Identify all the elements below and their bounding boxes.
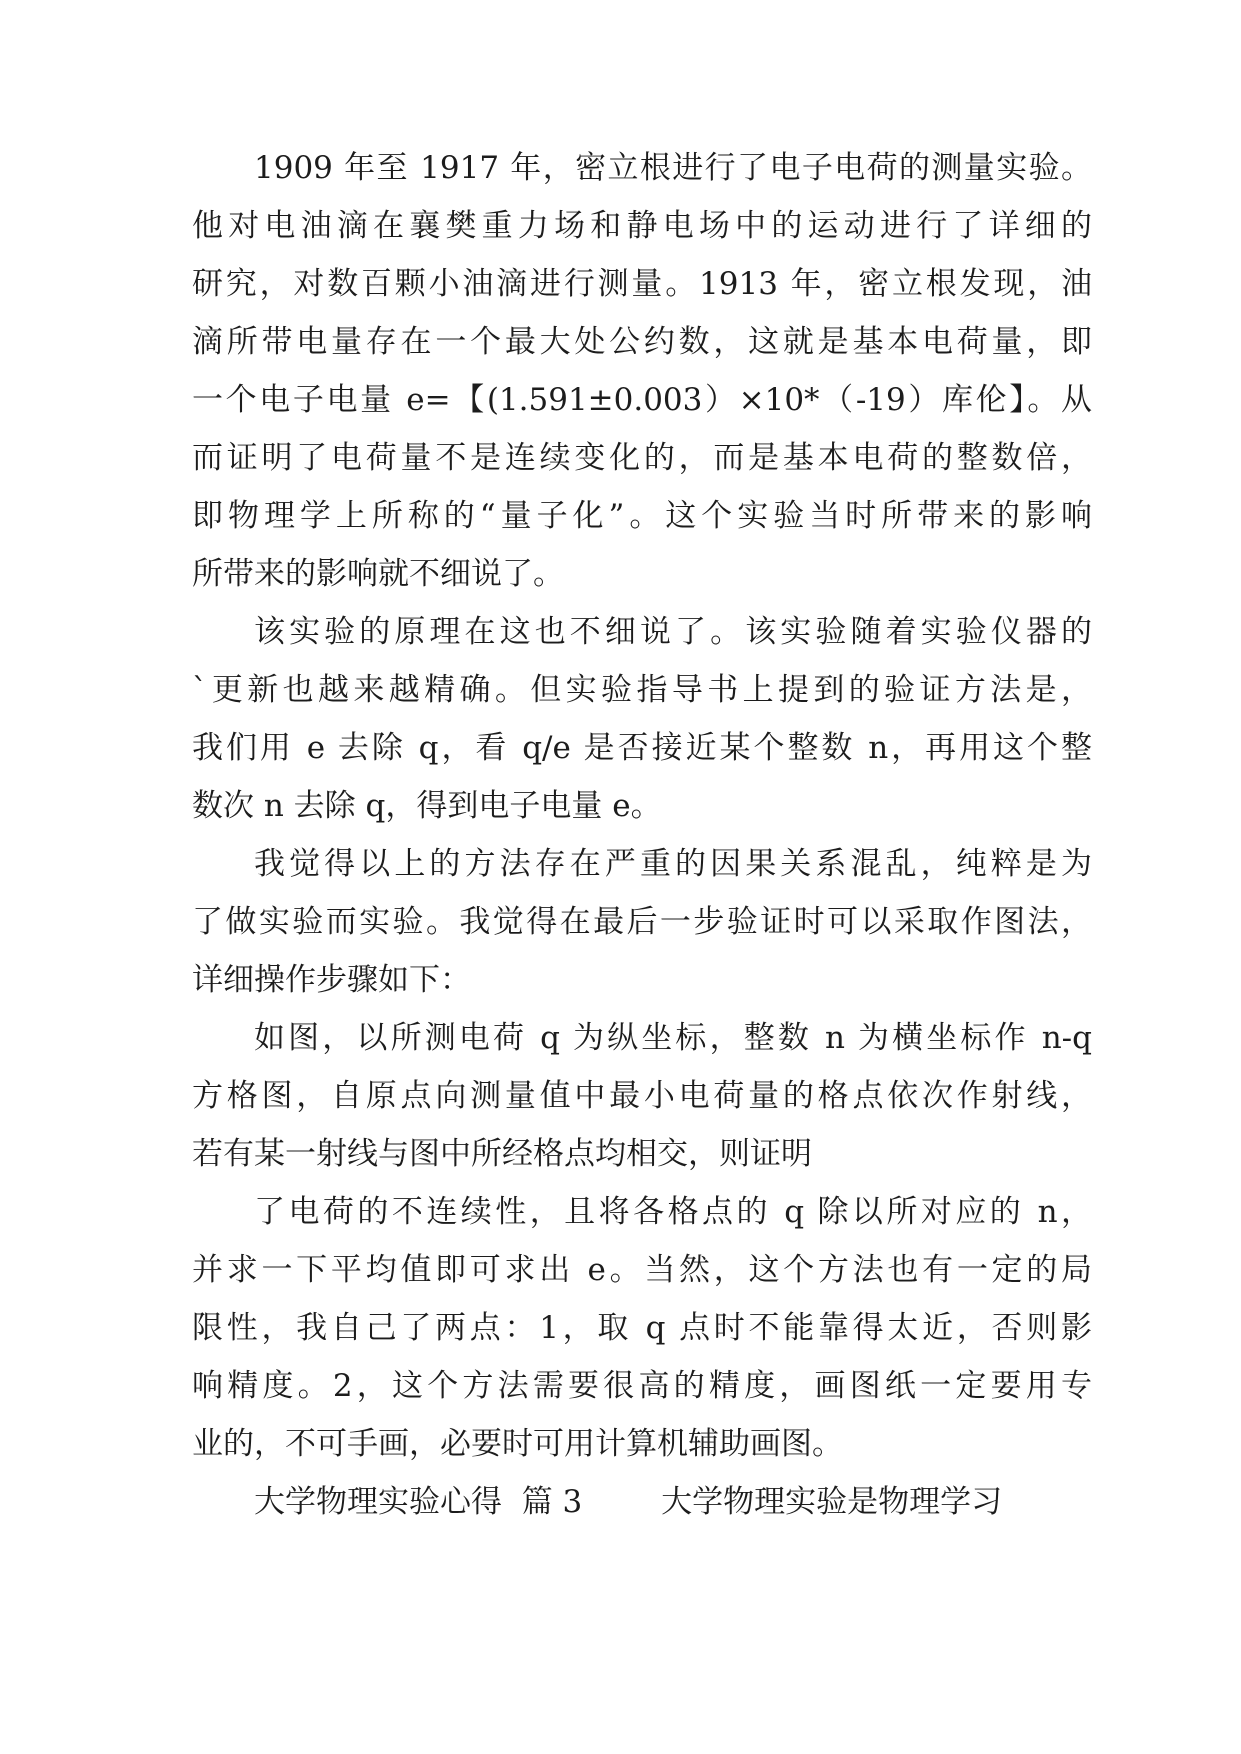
paragraph-4-line-1: 如图，以所测电荷 q 为纵坐标，整数 n 为横坐标作 n-q [254,1020,1092,1056]
paragraph-5-line-3: 限性，我自己了两点：1，取 q 点时不能靠得太近，否则影 [192,1310,1092,1346]
paragraph-5-line-4: 响精度。2，这个方法需要很高的精度，画图纸一定要用专 [192,1368,1092,1404]
paragraph-1-line-4: 滴所带电量存在一个最大处公约数，这就是基本电荷量，即 [192,324,1092,360]
paragraph-2-line-4: 数次 n 去除 q，得到电子电量 e。 [192,788,662,824]
paragraph-2-line-2: `更新也越来越精确。但实验指导书上提到的验证方法是， [192,672,1092,708]
paragraph-3-line-2: 了做实验而实验。我觉得在最后一步验证时可以采取作图法， [192,904,1092,940]
paragraph-2-line-1: 该实验的原理在这也不细说了。该实验随着实验仪器的 [254,614,1092,650]
paragraph-3-line-3: 详细操作步骤如下： [192,962,471,998]
paragraph-2-line-3: 我们用 e 去除 q，看 q/e 是否接近某个整数 n，再用这个整 [192,730,1092,766]
paragraph-5-line-5: 业的，不可手画，必要时可用计算机辅助画图。 [192,1426,843,1462]
paragraph-3-line-1: 我觉得以上的方法存在严重的因果关系混乱，纯粹是为 [254,846,1092,882]
paragraph-1-line-6: 而证明了电荷量不是连续变化的，而是基本电荷的整数倍， [192,440,1092,476]
paragraph-1-line-7: 即物理学上所称的“量子化”。这个实验当时所带来的影响 [192,498,1092,534]
section-heading-line: 大学物理实验心得 篇 3 大学物理实验是物理学习 [254,1484,1003,1520]
paragraph-1-line-8: 所带来的影响就不细说了。 [192,556,564,592]
paragraph-4-line-3: 若有某一射线与图中所经格点均相交，则证明 [192,1136,812,1172]
paragraph-5-line-1: 了电荷的不连续性，且将各格点的 q 除以所对应的 n， [254,1194,1092,1230]
paragraph-1-line-3: 研究，对数百颗小油滴进行测量。1913 年，密立根发现，油 [192,266,1092,302]
paragraph-1-line-2: 他对电油滴在襄樊重力场和静电场中的运动进行了详细的 [192,208,1092,244]
paragraph-5-line-2: 并求一下平均值即可求出 e。当然，这个方法也有一定的局 [192,1252,1092,1288]
paragraph-1-line-5: 一个电子电量 e=【(1.591±0.003）×10*（-19）库伦】。从 [192,382,1092,418]
paragraph-1-line-1: 1909 年至 1917 年，密立根进行了电子电荷的测量实验。 [254,150,1092,186]
paragraph-4-line-2: 方格图，自原点向测量值中最小电荷量的格点依次作射线， [192,1078,1092,1114]
